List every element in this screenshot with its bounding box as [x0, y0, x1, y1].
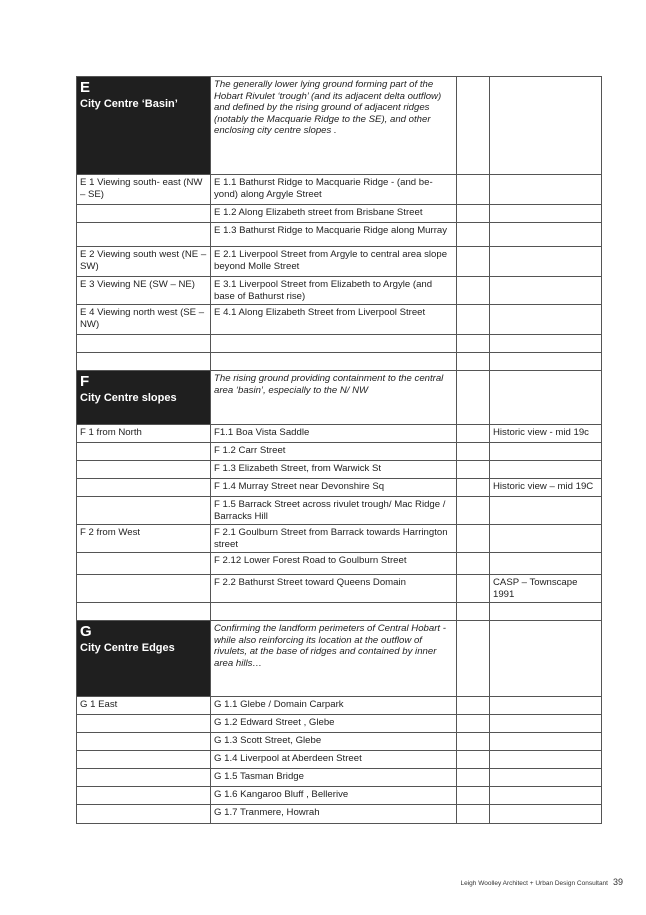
table-row [77, 497, 602, 525]
table-row [77, 223, 602, 247]
empty-cell [457, 575, 490, 603]
section-description: The rising ground providing containment to the central area ‘basin’, especially to the N/ NW [211, 371, 457, 425]
view-name-cell [211, 603, 457, 621]
view-name-cell: G 1.6 Kangaroo Bluff , Bellerive [211, 787, 457, 805]
view-name-cell [211, 353, 457, 371]
view-note-cell [490, 525, 602, 553]
section-title: City Centre ‘Basin’ [80, 98, 178, 110]
view-group-cell [77, 205, 211, 223]
empty-cell [457, 277, 490, 305]
view-name-cell: F 2.2 Bathurst Street toward Queens Domain [211, 575, 457, 603]
view-note-cell [490, 223, 602, 247]
table-row [77, 353, 602, 371]
table-row [77, 175, 602, 205]
empty-cell [457, 175, 490, 205]
section-title: City Centre Edges [80, 642, 175, 654]
empty-cell [457, 371, 490, 425]
view-name-cell: G 1.3 Scott Street, Glebe [211, 733, 457, 751]
view-name-cell: F 2.12 Lower Forest Road to Goulburn Street [211, 553, 457, 575]
view-group-cell [77, 603, 211, 621]
view-group-cell: E 4 Viewing north west (SE – NW) [77, 305, 211, 335]
table-row [77, 461, 602, 479]
empty-cell [490, 371, 602, 425]
table-row [77, 805, 602, 824]
view-note-cell [490, 305, 602, 335]
view-name-cell: F 1.2 Carr Street [211, 443, 457, 461]
view-note-cell [490, 443, 602, 461]
empty-cell [457, 425, 490, 443]
section-letter: E [80, 79, 91, 96]
view-group-cell [77, 733, 211, 751]
view-name-cell: G 1.5 Tasman Bridge [211, 769, 457, 787]
empty-cell [457, 553, 490, 575]
view-name-cell: E 2.1 Liverpool Street from Argyle to central area slope beyond Molle Street [211, 247, 457, 277]
empty-cell [457, 305, 490, 335]
table-row [77, 575, 602, 603]
view-name-cell: E 3.1 Liverpool Street from Elizabeth to Argyle (and base of Bathurst rise) [211, 277, 457, 305]
table-row [77, 715, 602, 733]
view-name-cell [211, 335, 457, 353]
view-name-cell: E 4.1 Along Elizabeth Street from Liverpool Street [211, 305, 457, 335]
view-group-cell [77, 335, 211, 353]
view-group-cell: G 1 East [77, 697, 211, 715]
table-row [77, 305, 602, 335]
view-name-cell: F 2.1 Goulburn Street from Barrack towards Harrington street [211, 525, 457, 553]
view-group-cell [77, 715, 211, 733]
view-note-cell [490, 553, 602, 575]
view-note-cell [490, 277, 602, 305]
table-row [77, 603, 602, 621]
view-name-cell: F1.1 Boa Vista Saddle [211, 425, 457, 443]
empty-cell [457, 751, 490, 769]
empty-cell [457, 479, 490, 497]
empty-cell [457, 335, 490, 353]
empty-cell [457, 497, 490, 525]
table-row [77, 335, 602, 353]
view-name-cell: G 1.2 Edward Street , Glebe [211, 715, 457, 733]
view-note-cell: Historic view - mid 19c [490, 425, 602, 443]
empty-cell [457, 223, 490, 247]
empty-cell [457, 77, 490, 175]
view-group-cell [77, 461, 211, 479]
section-header-row [77, 621, 602, 697]
view-note-cell: Historic view – mid 19C [490, 479, 602, 497]
view-name-cell: G 1.7 Tranmere, Howrah [211, 805, 457, 824]
view-note-cell [490, 353, 602, 371]
empty-cell [457, 787, 490, 805]
page-footer [461, 877, 624, 887]
view-group-cell [77, 223, 211, 247]
view-group-cell [77, 769, 211, 787]
table-row [77, 787, 602, 805]
section-letter: G [80, 623, 92, 640]
view-group-cell [77, 575, 211, 603]
view-name-cell: E 1.1 Bathurst Ridge to Macquarie Ridge - (and be- yond) along Argyle Street [211, 175, 457, 205]
section-header-row [77, 77, 602, 175]
view-name-cell: F 1.4 Murray Street near Devonshire Sq [211, 479, 457, 497]
view-group-cell: E 3 Viewing NE (SW – NE) [77, 277, 211, 305]
table-row [77, 769, 602, 787]
view-name-cell: G 1.4 Liverpool at Aberdeen Street [211, 751, 457, 769]
section-description: The generally lower lying ground forming part of the Hobart Rivulet ‘trough’ (and its adjacent delta outflow) and defined by the rising ground of adjacent ridges (notably the Macquarie Ridge to the SE), and other enclosing city centre slopes . [211, 77, 457, 175]
empty-cell [457, 603, 490, 621]
view-name-cell: E 1.3 Bathurst Ridge to Macquarie Ridge along Murray [211, 223, 457, 247]
empty-cell [457, 353, 490, 371]
view-note-cell [490, 603, 602, 621]
empty-cell [457, 205, 490, 223]
section-letter: F [80, 373, 90, 390]
view-note-cell [490, 335, 602, 353]
table-row [77, 479, 602, 497]
empty-cell [457, 247, 490, 277]
footer-credit: Leigh Woolley Architect + Urban Design Consultant [460, 880, 608, 887]
empty-cell [457, 621, 490, 697]
view-group-cell [77, 497, 211, 525]
table-row [77, 553, 602, 575]
view-note-cell [490, 497, 602, 525]
view-group-cell [77, 443, 211, 461]
view-note-cell [490, 769, 602, 787]
empty-cell [457, 525, 490, 553]
empty-cell [457, 769, 490, 787]
section-heading [77, 621, 211, 697]
view-name-cell: G 1.1 Glebe / Domain Carpark [211, 697, 457, 715]
view-note-cell [490, 715, 602, 733]
table-row [77, 277, 602, 305]
empty-cell [457, 697, 490, 715]
view-group-cell [77, 751, 211, 769]
view-note-cell [490, 805, 602, 824]
view-group-cell [77, 553, 211, 575]
view-note-cell [490, 697, 602, 715]
section-heading [77, 371, 211, 425]
view-note-cell [490, 751, 602, 769]
view-note-cell [490, 787, 602, 805]
section-header-row [77, 371, 602, 425]
views-table [76, 76, 602, 824]
empty-cell [457, 715, 490, 733]
table-row [77, 733, 602, 751]
view-group-cell: F 1 from North [77, 425, 211, 443]
table-row [77, 525, 602, 553]
empty-cell [457, 733, 490, 751]
section-title: City Centre slopes [80, 392, 177, 404]
table-row [77, 205, 602, 223]
view-note-cell [490, 205, 602, 223]
view-name-cell: F 1.5 Barrack Street across rivulet trough/ Mac Ridge / Barracks Hill [211, 497, 457, 525]
empty-cell [457, 461, 490, 479]
page-number: 39 [612, 877, 623, 887]
table-row [77, 247, 602, 277]
view-group-cell [77, 787, 211, 805]
view-note-cell: CASP – Townscape 1991 [490, 575, 602, 603]
table-row [77, 751, 602, 769]
table-row [77, 443, 602, 461]
view-note-cell [490, 461, 602, 479]
empty-cell [457, 443, 490, 461]
section-heading [77, 77, 211, 175]
view-note-cell [490, 733, 602, 751]
view-group-cell: F 2 from West [77, 525, 211, 553]
empty-cell [490, 621, 602, 697]
view-group-cell [77, 805, 211, 824]
view-note-cell [490, 175, 602, 205]
empty-cell [490, 77, 602, 175]
section-description: Confirming the landform perimeters of Central Hobart - while also reinforcing its location at the outflow of rivulets, at the base of ridges and contained by inner area hills… [211, 621, 457, 697]
view-group-cell: E 2 Viewing south west (NE – SW) [77, 247, 211, 277]
table-row [77, 697, 602, 715]
view-name-cell: F 1.3 Elizabeth Street, from Warwick St [211, 461, 457, 479]
view-note-cell [490, 247, 602, 277]
empty-cell [457, 805, 490, 824]
view-name-cell: E 1.2 Along Elizabeth street from Brisbane Street [211, 205, 457, 223]
view-group-cell: E 1 Viewing south- east (NW – SE) [77, 175, 211, 205]
view-group-cell [77, 353, 211, 371]
view-group-cell [77, 479, 211, 497]
table-row [77, 425, 602, 443]
